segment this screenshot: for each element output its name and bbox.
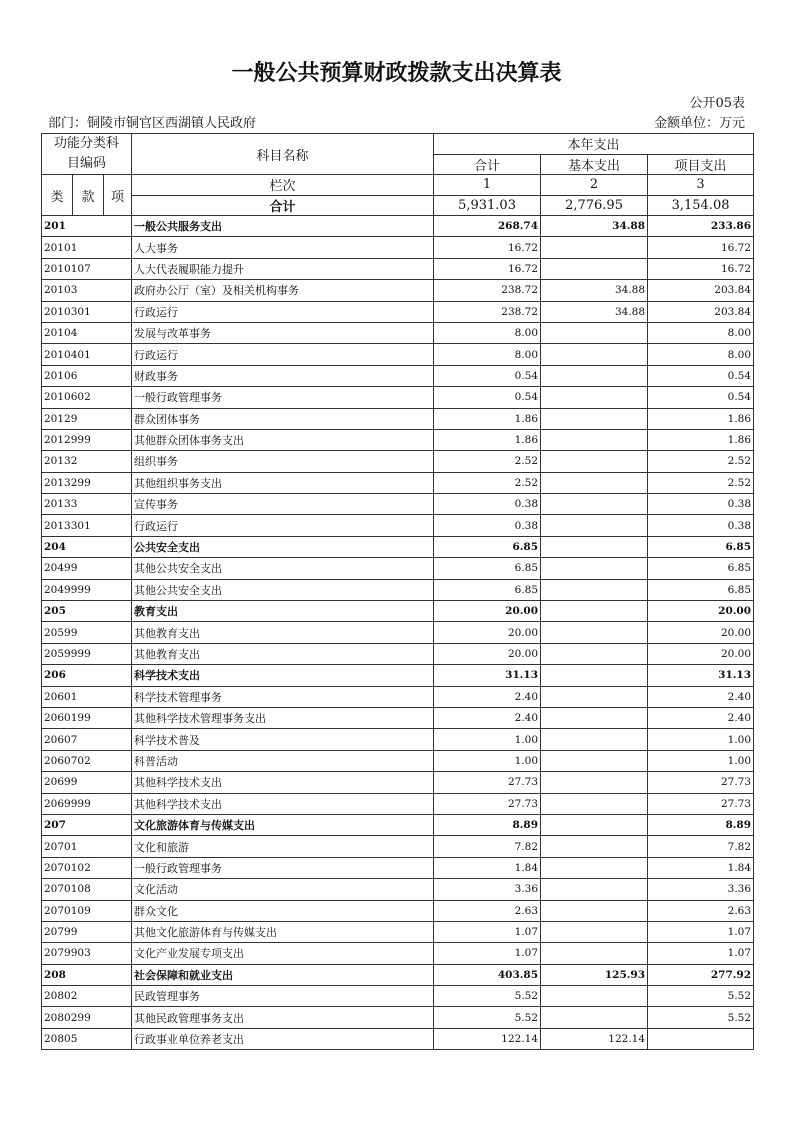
row-name: 其他文化旅游体育与传媒支出: [132, 921, 434, 942]
table-row: [42, 472, 754, 493]
row-name: 公共安全支出: [132, 536, 434, 557]
row-project: 2.52: [648, 451, 754, 472]
row-code: 2060702: [42, 750, 132, 771]
row-project: 1.07: [648, 921, 754, 942]
header-year-group: 本年支出: [434, 134, 754, 155]
sum-basic: 2,776.95: [541, 195, 648, 216]
row-total: 20.00: [434, 601, 541, 622]
row-project: 1.00: [648, 750, 754, 771]
table-row: [42, 793, 754, 814]
table-row: [42, 451, 754, 472]
row-basic: [541, 986, 648, 1007]
row-basic: [541, 558, 648, 579]
row-name: 群众文化: [132, 900, 434, 921]
table-row: [42, 536, 754, 557]
row-name: 政府办公厅（室）及相关机构事务: [132, 280, 434, 301]
row-total: 1.86: [434, 429, 541, 450]
row-total: 1.86: [434, 408, 541, 429]
row-total: 1.00: [434, 750, 541, 771]
row-total: 1.07: [434, 943, 541, 964]
row-basic: [541, 900, 648, 921]
page-title: 一般公共预算财政拨款支出决算表: [231, 61, 562, 86]
row-code: 20699: [42, 772, 132, 793]
row-total: 0.54: [434, 387, 541, 408]
table-row: [42, 665, 754, 686]
row-total: 8.00: [434, 322, 541, 343]
row-code: 20132: [42, 451, 132, 472]
row-project: 2.40: [648, 686, 754, 707]
row-name: 其他教育支出: [132, 643, 434, 664]
row-code: 207: [42, 814, 132, 835]
row-project: 27.73: [648, 793, 754, 814]
row-basic: [541, 943, 648, 964]
row-code: 2010401: [42, 344, 132, 365]
row-name: 科学技术管理事务: [132, 686, 434, 707]
row-total: 0.38: [434, 515, 541, 536]
row-project: 7.82: [648, 836, 754, 857]
header-row: [42, 175, 754, 196]
row-project: 203.84: [648, 280, 754, 301]
row-total: 122.14: [434, 1028, 541, 1049]
row-total: 2.52: [434, 451, 541, 472]
row-name: 其他公共安全支出: [132, 579, 434, 600]
row-name: 其他科学技术支出: [132, 793, 434, 814]
row-basic: [541, 408, 648, 429]
row-code: 2079903: [42, 943, 132, 964]
row-code: 20607: [42, 729, 132, 750]
unit-label: 金额单位：万元: [653, 116, 745, 131]
row-code: 2070108: [42, 879, 132, 900]
table-row: [42, 943, 754, 964]
row-name: 其他民政管理事务支出: [132, 1007, 434, 1028]
row-basic: [541, 451, 648, 472]
table-row: [42, 964, 754, 985]
row-code: 2012999: [42, 429, 132, 450]
row-total: 1.84: [434, 857, 541, 878]
sum-project: 3,154.08: [648, 195, 754, 216]
row-name: 教育支出: [132, 601, 434, 622]
row-name: 财政事务: [132, 365, 434, 386]
row-code: 20101: [42, 237, 132, 258]
row-project: 2.40: [648, 707, 754, 728]
row-code: 206: [42, 665, 132, 686]
row-basic: [541, 772, 648, 793]
row-project: 20.00: [648, 601, 754, 622]
row-project: 0.38: [648, 515, 754, 536]
table-row: [42, 836, 754, 857]
row-project: 0.54: [648, 365, 754, 386]
row-basic: [541, 686, 648, 707]
row-project: 6.85: [648, 579, 754, 600]
row-code: 2069999: [42, 793, 132, 814]
row-project: 27.73: [648, 772, 754, 793]
row-code: 2070102: [42, 857, 132, 878]
table-row: [42, 707, 754, 728]
header-total: 合计: [434, 154, 541, 175]
header-code-group: 功能分类科目编码: [42, 134, 132, 175]
row-project: 1.86: [648, 408, 754, 429]
row-name: 一般公共服务支出: [132, 216, 434, 237]
row-basic: [541, 429, 648, 450]
row-basic: [541, 643, 648, 664]
row-project: 2.63: [648, 900, 754, 921]
header-col-label: 栏次: [132, 175, 434, 196]
row-project: 8.89: [648, 814, 754, 835]
row-total: 2.40: [434, 707, 541, 728]
table-row: [42, 1007, 754, 1028]
row-name: 人大事务: [132, 237, 434, 258]
row-name: 民政管理事务: [132, 986, 434, 1007]
row-project: 6.85: [648, 536, 754, 557]
table-row: [42, 601, 754, 622]
row-basic: [541, 322, 648, 343]
row-total: 6.85: [434, 536, 541, 557]
row-name: 组织事务: [132, 451, 434, 472]
row-name: 其他群众团体事务支出: [132, 429, 434, 450]
table-row: [42, 494, 754, 515]
row-basic: [541, 814, 648, 835]
table-row: [42, 301, 754, 322]
table-row: [42, 216, 754, 237]
row-basic: [541, 365, 648, 386]
row-total: 2.63: [434, 900, 541, 921]
header-col1: 1: [434, 175, 541, 196]
table-row: [42, 558, 754, 579]
row-project: 8.00: [648, 322, 754, 343]
row-total: 7.82: [434, 836, 541, 857]
row-project: 5.52: [648, 986, 754, 1007]
row-basic: [541, 601, 648, 622]
row-basic: [541, 494, 648, 515]
row-project: 277.92: [648, 964, 754, 985]
table-row: [42, 857, 754, 878]
row-project: 2.52: [648, 472, 754, 493]
row-name: 其他公共安全支出: [132, 558, 434, 579]
table-row: [42, 258, 754, 279]
row-name: 行政运行: [132, 301, 434, 322]
row-total: 20.00: [434, 622, 541, 643]
row-name: 群众团体事务: [132, 408, 434, 429]
header-col2: 2: [541, 175, 648, 196]
row-code: 20133: [42, 494, 132, 515]
form-number: 公开05表: [689, 96, 745, 111]
row-total: 5.52: [434, 1007, 541, 1028]
row-basic: [541, 536, 648, 557]
row-total: 8.89: [434, 814, 541, 835]
row-name: 科学技术普及: [132, 729, 434, 750]
table-row: [42, 1028, 754, 1049]
table-row: [42, 344, 754, 365]
header-name: 科目名称: [132, 134, 434, 175]
row-basic: [541, 472, 648, 493]
row-name: 其他科学技术支出: [132, 772, 434, 793]
row-code: 2080299: [42, 1007, 132, 1028]
header-col3: 3: [648, 175, 754, 196]
sum-label: 合计: [132, 195, 434, 216]
row-basic: 34.88: [541, 280, 648, 301]
row-name: 一般行政管理事务: [132, 857, 434, 878]
header-project: 项目支出: [648, 154, 754, 175]
row-basic: [541, 1007, 648, 1028]
header-lei: 类: [42, 175, 73, 216]
row-project: 233.86: [648, 216, 754, 237]
row-code: 2070109: [42, 900, 132, 921]
row-name: 发展与改革事务: [132, 322, 434, 343]
row-project: 31.13: [648, 665, 754, 686]
row-code: 2010602: [42, 387, 132, 408]
row-total: 0.54: [434, 365, 541, 386]
table-row: [42, 643, 754, 664]
row-name: 其他科学技术管理事务支出: [132, 707, 434, 728]
row-total: 3.36: [434, 879, 541, 900]
row-name: 一般行政管理事务: [132, 387, 434, 408]
expenditure-table: [41, 133, 754, 1050]
row-code: 2013301: [42, 515, 132, 536]
row-project: 0.38: [648, 494, 754, 515]
table-row: [42, 900, 754, 921]
sum-total: 5,931.03: [434, 195, 541, 216]
row-code: 204: [42, 536, 132, 557]
sum-row: [42, 195, 754, 216]
row-project: 1.86: [648, 429, 754, 450]
row-basic: [541, 729, 648, 750]
row-total: 2.52: [434, 472, 541, 493]
row-basic: [541, 622, 648, 643]
row-total: 27.73: [434, 772, 541, 793]
row-project: 1.07: [648, 943, 754, 964]
row-basic: [541, 921, 648, 942]
row-total: 6.85: [434, 558, 541, 579]
row-code: 20601: [42, 686, 132, 707]
table-row: [42, 237, 754, 258]
row-total: 0.38: [434, 494, 541, 515]
row-total: 268.74: [434, 216, 541, 237]
row-total: 20.00: [434, 643, 541, 664]
row-project: 16.72: [648, 237, 754, 258]
row-code: 2059999: [42, 643, 132, 664]
table-row: [42, 365, 754, 386]
row-code: 2060199: [42, 707, 132, 728]
table-row: [42, 579, 754, 600]
header-basic: 基本支出: [541, 154, 648, 175]
row-code: 20103: [42, 280, 132, 301]
row-name: 行政运行: [132, 344, 434, 365]
row-name: 文化和旅游: [132, 836, 434, 857]
row-basic: [541, 750, 648, 771]
row-code: 20106: [42, 365, 132, 386]
row-basic: [541, 665, 648, 686]
row-basic: [541, 836, 648, 857]
row-code: 201: [42, 216, 132, 237]
row-name: 科普活动: [132, 750, 434, 771]
row-code: 205: [42, 601, 132, 622]
row-project: 20.00: [648, 643, 754, 664]
row-total: 403.85: [434, 964, 541, 985]
row-project: 6.85: [648, 558, 754, 579]
row-name: 宣传事务: [132, 494, 434, 515]
row-basic: [541, 793, 648, 814]
row-project: 20.00: [648, 622, 754, 643]
row-total: 238.72: [434, 280, 541, 301]
header-xiang: 项: [104, 175, 132, 216]
row-code: 20599: [42, 622, 132, 643]
row-basic: [541, 344, 648, 365]
row-name: 科学技术支出: [132, 665, 434, 686]
row-total: 2.40: [434, 686, 541, 707]
row-name: 文化活动: [132, 879, 434, 900]
table-row: [42, 879, 754, 900]
row-code: 2049999: [42, 579, 132, 600]
table-row: [42, 814, 754, 835]
row-code: 208: [42, 964, 132, 985]
row-name: 行政运行: [132, 515, 434, 536]
row-project: [648, 1028, 754, 1049]
row-code: 2010301: [42, 301, 132, 322]
row-basic: [541, 857, 648, 878]
table-row: [42, 622, 754, 643]
row-code: 20499: [42, 558, 132, 579]
row-code: 20799: [42, 921, 132, 942]
row-basic: [541, 579, 648, 600]
row-total: 31.13: [434, 665, 541, 686]
row-basic: [541, 707, 648, 728]
row-code: 20129: [42, 408, 132, 429]
row-name: 文化旅游体育与传媒支出: [132, 814, 434, 835]
row-code: 2013299: [42, 472, 132, 493]
row-code: 20701: [42, 836, 132, 857]
row-project: 1.00: [648, 729, 754, 750]
row-basic: 34.88: [541, 216, 648, 237]
table-row: [42, 322, 754, 343]
row-name: 社会保障和就业支出: [132, 964, 434, 985]
table-row: [42, 515, 754, 536]
row-total: 8.00: [434, 344, 541, 365]
row-total: 1.00: [434, 729, 541, 750]
row-basic: [541, 387, 648, 408]
table-row: [42, 772, 754, 793]
row-project: 0.54: [648, 387, 754, 408]
table-row: [42, 280, 754, 301]
table-row: [42, 387, 754, 408]
row-code: 2010107: [42, 258, 132, 279]
table-row: [42, 750, 754, 771]
row-code: 20802: [42, 986, 132, 1007]
row-project: 1.84: [648, 857, 754, 878]
row-total: 1.07: [434, 921, 541, 942]
row-project: 203.84: [648, 301, 754, 322]
row-basic: 34.88: [541, 301, 648, 322]
table-row: [42, 729, 754, 750]
row-total: 16.72: [434, 237, 541, 258]
row-basic: 125.93: [541, 964, 648, 985]
row-code: 20104: [42, 322, 132, 343]
row-total: 238.72: [434, 301, 541, 322]
row-name: 文化产业发展专项支出: [132, 943, 434, 964]
table-row: [42, 986, 754, 1007]
table-row: [42, 429, 754, 450]
table-row: [42, 921, 754, 942]
row-project: 16.72: [648, 258, 754, 279]
department-label: 部门：铜陵市铜官区西湖镇人民政府: [48, 116, 257, 131]
row-total: 27.73: [434, 793, 541, 814]
row-project: 5.52: [648, 1007, 754, 1028]
row-basic: 122.14: [541, 1028, 648, 1049]
row-project: 3.36: [648, 879, 754, 900]
header-kuan: 款: [73, 175, 104, 216]
table-row: [42, 686, 754, 707]
table-row: [42, 408, 754, 429]
row-name: 行政事业单位养老支出: [132, 1028, 434, 1049]
header-row: [42, 134, 754, 155]
row-project: 8.00: [648, 344, 754, 365]
row-name: 人大代表履职能力提升: [132, 258, 434, 279]
row-code: 20805: [42, 1028, 132, 1049]
row-total: 16.72: [434, 258, 541, 279]
row-basic: [541, 258, 648, 279]
row-basic: [541, 879, 648, 900]
row-total: 5.52: [434, 986, 541, 1007]
row-total: 6.85: [434, 579, 541, 600]
row-basic: [541, 515, 648, 536]
row-name: 其他组织事务支出: [132, 472, 434, 493]
row-name: 其他教育支出: [132, 622, 434, 643]
row-basic: [541, 237, 648, 258]
